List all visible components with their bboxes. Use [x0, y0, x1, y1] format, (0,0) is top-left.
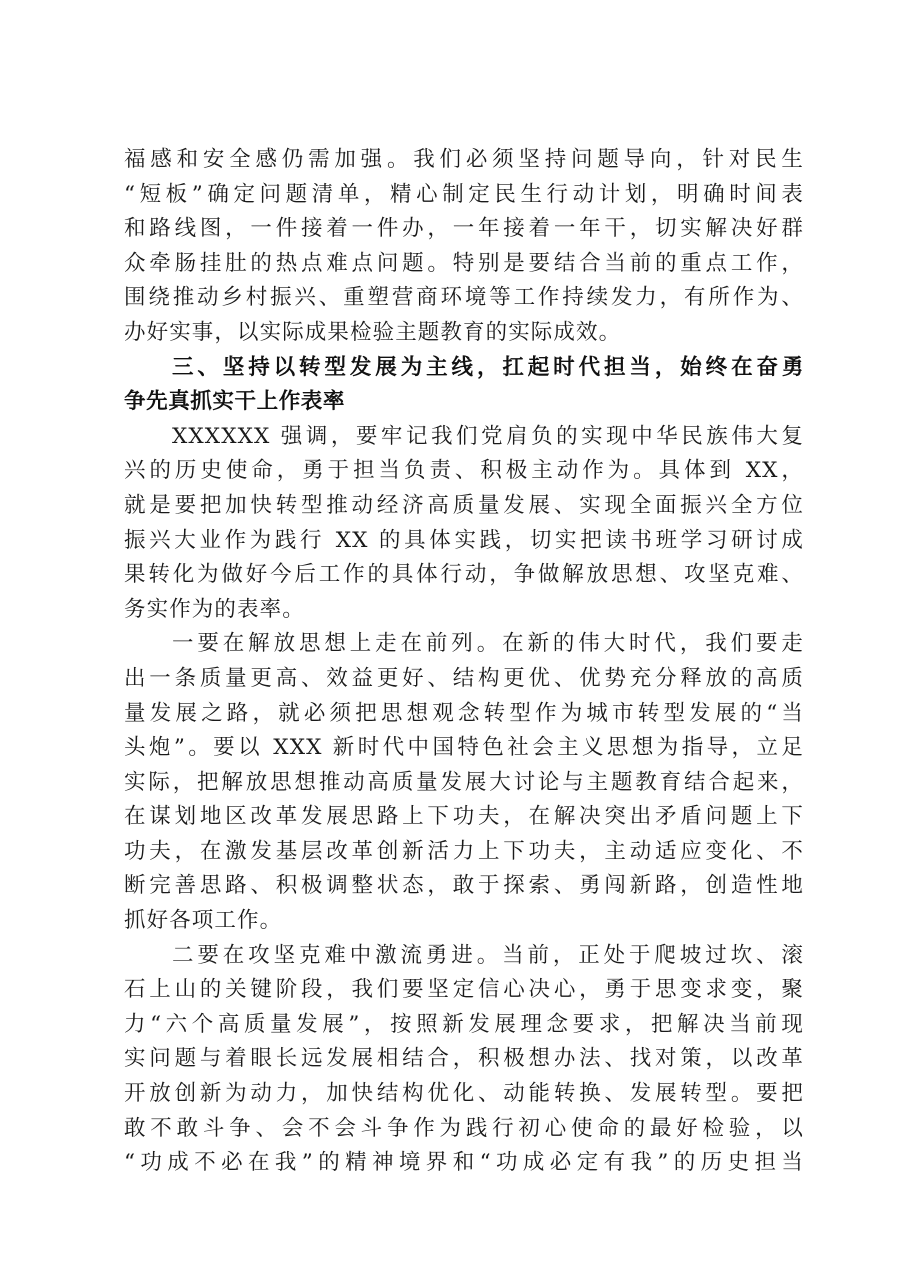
text-line: 务实作为的表率。	[124, 596, 305, 622]
text-line: 出一条质量更高、效益更好、结构更优、优势充分释放的高质	[124, 665, 804, 691]
text-line: 开放创新为动力，加快结构优化、动能转换、发展转型。要把	[124, 1081, 804, 1107]
heading-line: 三、坚持以转型发展为主线，扛起时代担当，始终在奋勇	[172, 354, 804, 380]
body-text	[124, 143, 804, 1181]
text-line: 石上山的关键阶段，我们要坚定信心决心，勇于思变求变，聚	[124, 977, 804, 1003]
text-line: XXXXXX 强调，要牢记我们党肩负的实现中华民族伟大复	[172, 423, 804, 449]
text-line: 实际，把解放思想推动高质量发展大讨论与主题教育结合起来，	[124, 769, 804, 795]
paragraph-4	[124, 939, 804, 1181]
section-heading	[124, 351, 804, 420]
text-line: 办好实事，以实际成果检验主题教育的实际成效。	[124, 319, 622, 345]
text-line: 敢不敢斗争、会不会斗争作为践行初心使命的最好检验，以	[124, 1115, 804, 1141]
text-line: 振兴大业作为践行 XX 的具体实践，切实把读书班学习研讨成	[124, 527, 804, 553]
text-line: 兴的历史使命，勇于担当负责、积极主动作为。具体到 XX，	[124, 458, 804, 484]
text-line: 断完善思路、积极调整状态，敢于探索、勇闯新路，创造性地	[124, 873, 804, 899]
text-line: 果转化为做好今后工作的具体行动，争做解放思想、攻坚克难、	[124, 562, 804, 588]
text-line: 一要在解放思想上走在前列。在新的伟大时代，我们要走	[172, 631, 804, 657]
text-line: 在谋划地区改革发展思路上下功夫，在解决突出矛盾问题上下	[124, 804, 804, 830]
paragraph-2	[124, 420, 804, 628]
heading-line: 争先真抓实干上作表率	[124, 389, 346, 415]
text-line: 功夫，在激发基层改革创新活力上下功夫，主动适应变化、不	[124, 838, 804, 864]
text-line: 和路线图，一件接着一件办，一年接着一年干，切实解决好群	[124, 216, 804, 242]
text-line: 抓好各项工作。	[124, 908, 283, 934]
text-line: 量发展之路，就必须把思想观念转型作为城市转型发展的“当	[124, 700, 804, 726]
paragraph-3	[124, 627, 804, 938]
paragraph-1	[124, 143, 804, 351]
text-line: 实问题与着眼长远发展相结合，积极想办法、找对策，以改革	[124, 1046, 804, 1072]
text-line: 福感和安全感仍需加强。我们必须坚持问题导向，针对民生	[124, 147, 804, 172]
text-line: 二要在攻坚克难中激流勇进。当前，正处于爬坡过坎、滚	[172, 942, 804, 968]
text-line: 就是要把加快转型推动经济高质量发展、实现全面振兴全方位	[124, 492, 804, 518]
text-line: 力“六个高质量发展”，按照新发展理念要求，把解决当前现	[124, 1011, 804, 1037]
text-line: 头炮”。要以 XXX 新时代中国特色社会主义思想为指导，立足	[124, 735, 804, 761]
text-line: 众牵肠挂肚的热点难点问题。特别是要结合当前的重点工作，	[124, 250, 804, 276]
text-line: “功成不必在我”的精神境界和“功成必定有我”的历史担当	[124, 1150, 804, 1176]
text-line: 围绕推动乡村振兴、重塑营商环境等工作持续发力，有所作为、	[124, 285, 804, 311]
text-line: “短板”确定问题清单，精心制定民生行动计划，明确时间表	[124, 181, 804, 207]
